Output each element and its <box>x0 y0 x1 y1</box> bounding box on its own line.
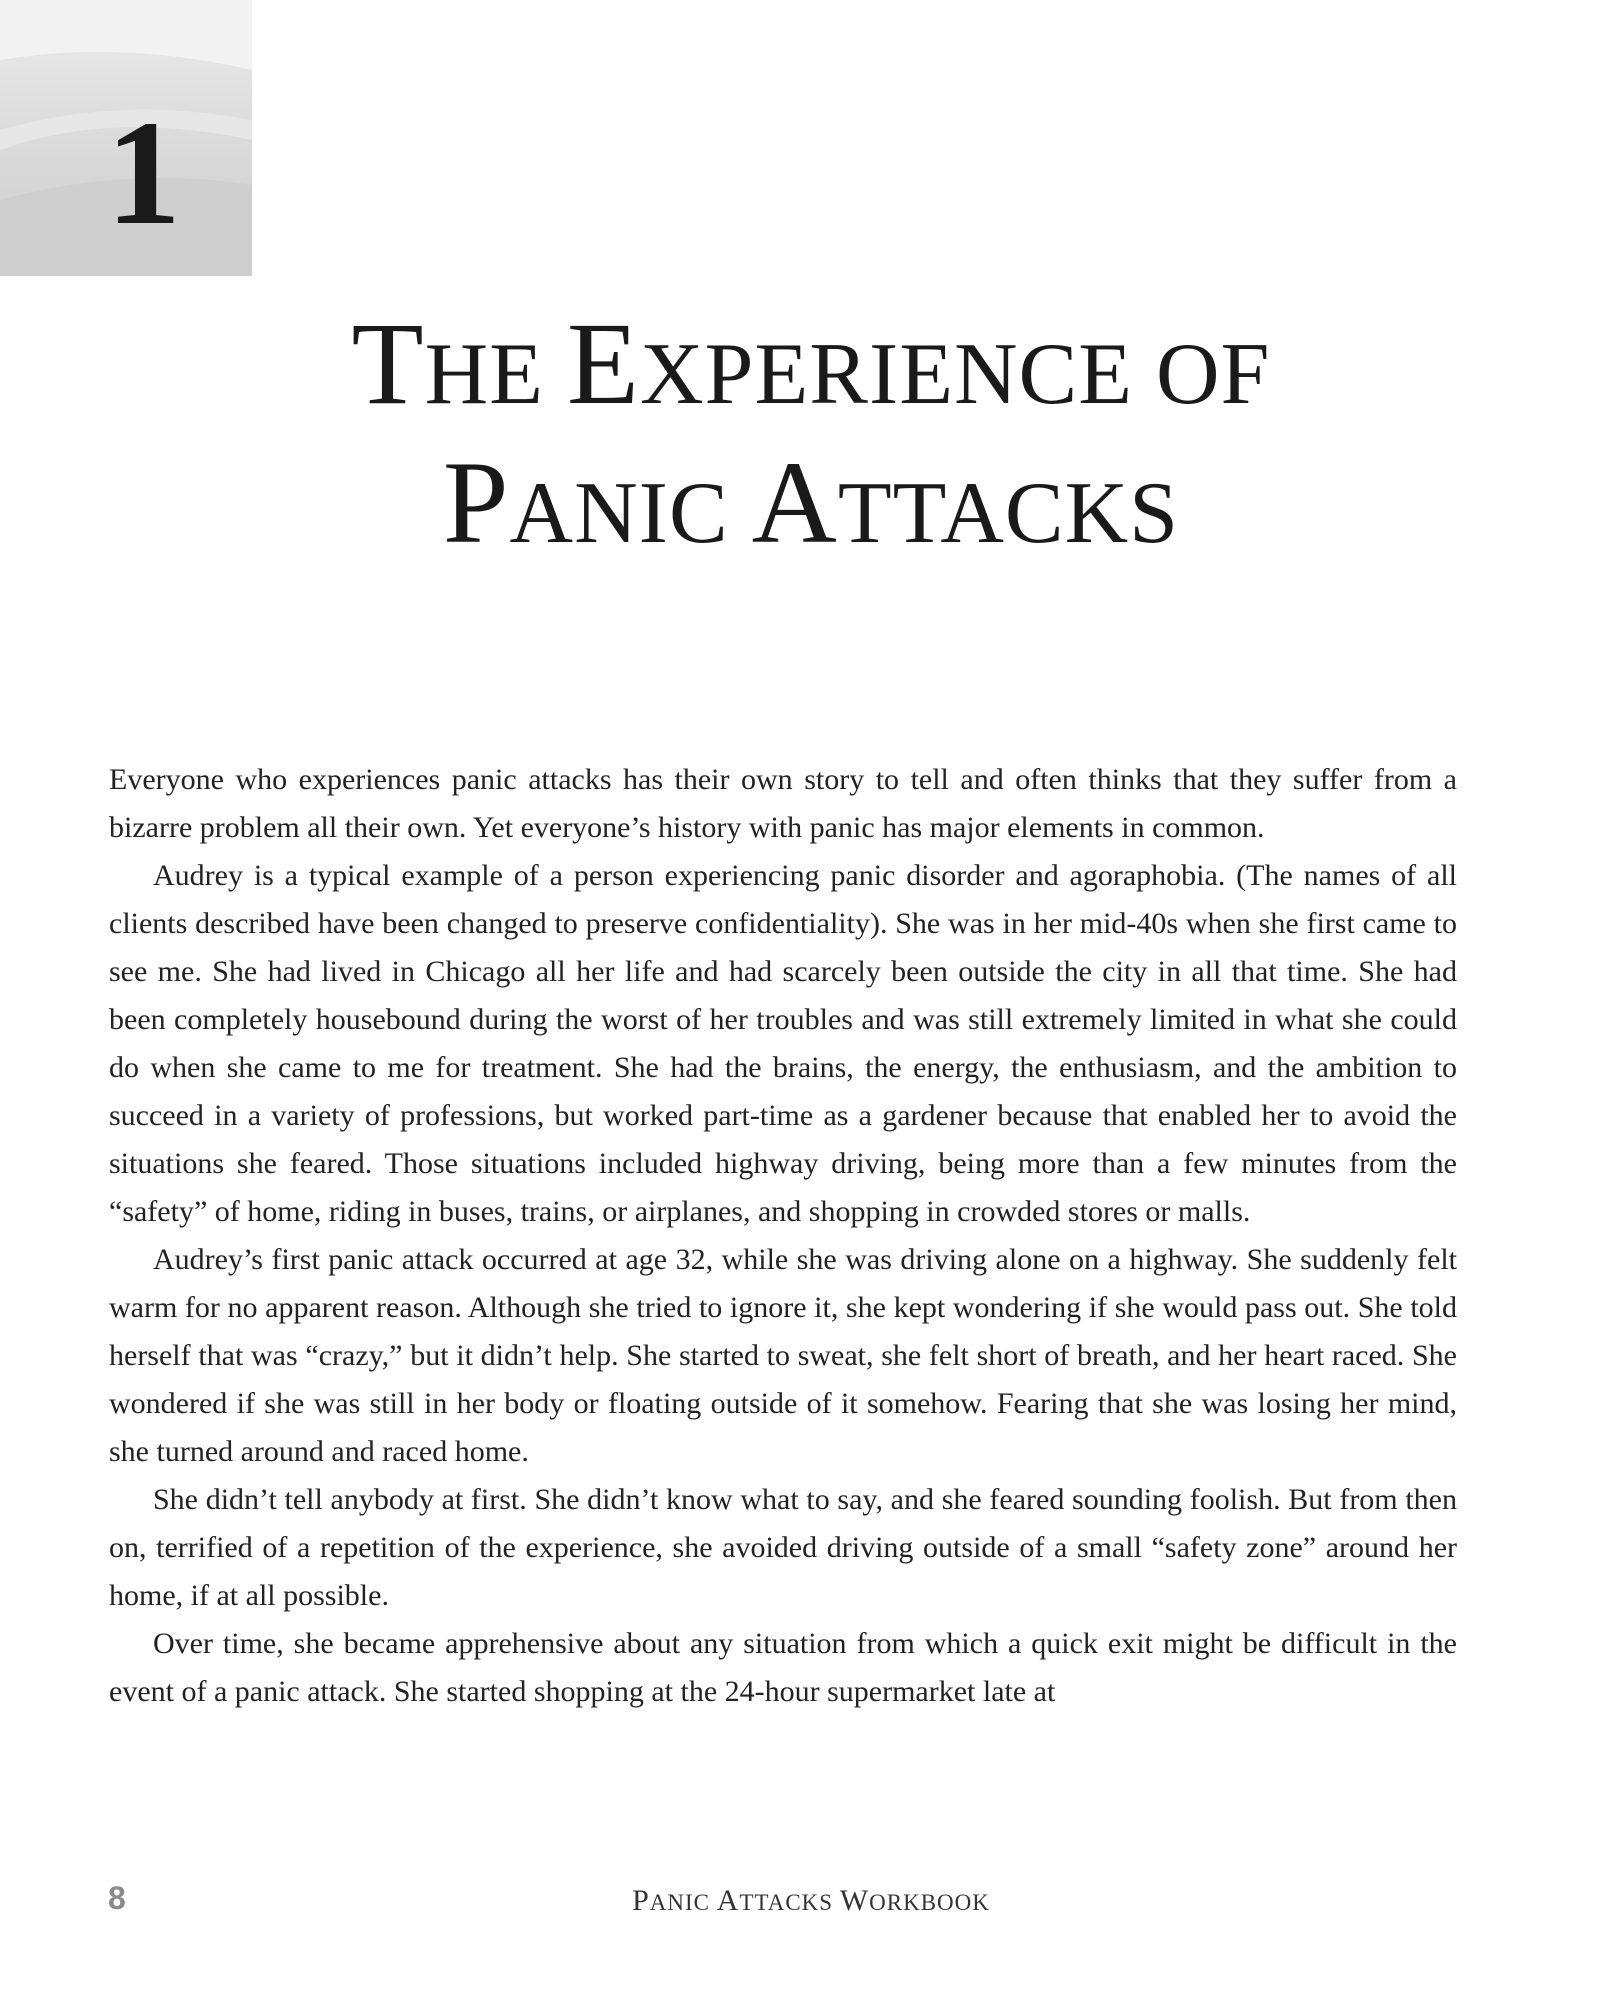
body-text <box>109 756 1457 1716</box>
chapter-title-line-1 <box>0 300 1622 439</box>
page-number: 8 <box>108 1880 126 1916</box>
footer-initial: A <box>716 1884 740 1917</box>
title-initial: T <box>351 298 425 429</box>
chapter-title-line-2 <box>0 439 1622 578</box>
footer-small-caps: TTACKS <box>739 1890 840 1915</box>
footer-initial: W <box>839 1884 870 1917</box>
title-small-caps: XPERIENCE OF <box>640 326 1271 423</box>
title-initial: E <box>566 298 640 429</box>
paragraph-apprehension: Over time, she became apprehensive about any situation from which a quick exit might be difficult in the event of a panic attack. She started shopping at the 24-hour supermarket late at <box>109 1627 1457 1708</box>
chapter-number-block <box>0 0 252 276</box>
running-footer-title <box>0 1884 1622 1918</box>
paragraph-avoidance: She didn’t tell anybody at first. She didn’t know what to say, and she feared sounding foolish. But from then on, terrified of a repetition of the experience, she avoided driving outside of a small “safety zone” around her home, if at all possible. <box>109 1483 1457 1612</box>
paragraph-audrey-profile: Audrey is a typical example of a person experiencing panic disorder and agoraphobia. (The names of all clients described have been changed to preserve confidentiality). She was in her mid-40s when she first came to see me. She had lived in Chicago all her life and had scarcely been outside the city in all that time. She had been completely housebound during the worst of her troubles and was still extremely limited in what she could do when she came to me for treatment. She had the brains, the energy, the enthusiasm, and the ambition to succeed in a variety of professions, but worked part-time as a gardener because that enabled her to avoid the situations she feared. Those situations included highway driving, being more than a few minutes from the “safety” of home, riding in buses, trains, or airplanes, and shopping in crowded stores or malls. <box>109 859 1457 1228</box>
footer-initial: P <box>632 1884 650 1917</box>
title-initial: A <box>751 437 838 568</box>
title-small-caps: ANIC <box>509 465 752 562</box>
footer-small-caps: ORKBOOK <box>869 1890 990 1915</box>
title-small-caps: TTACKS <box>837 465 1180 562</box>
chapter-title <box>0 300 1622 578</box>
paragraph-intro: Everyone who experiences panic attacks has their own story to tell and often thinks that they suffer from a bizarre problem all their own. Yet everyone’s history with panic has major elements in common. <box>109 763 1457 844</box>
paragraph-first-attack: Audrey’s first panic attack occurred at age 32, while she was driving alone on a highway. She suddenly felt warm for no apparent reason. Although she tried to ignore it, she kept wondering if she would pass out. She told herself that was “crazy,” but it didn’t help. She started to sweat, she felt short of breath, and her heart raced. She wondered if she was still in her body or floating outside of it somehow. Fearing that she was losing her mind, she turned around and raced home. <box>109 1243 1457 1468</box>
chapter-number: 1 <box>106 90 181 256</box>
title-initial: P <box>442 437 510 568</box>
title-small-caps: HE <box>424 326 567 423</box>
footer-small-caps: ANIC <box>649 1890 717 1915</box>
